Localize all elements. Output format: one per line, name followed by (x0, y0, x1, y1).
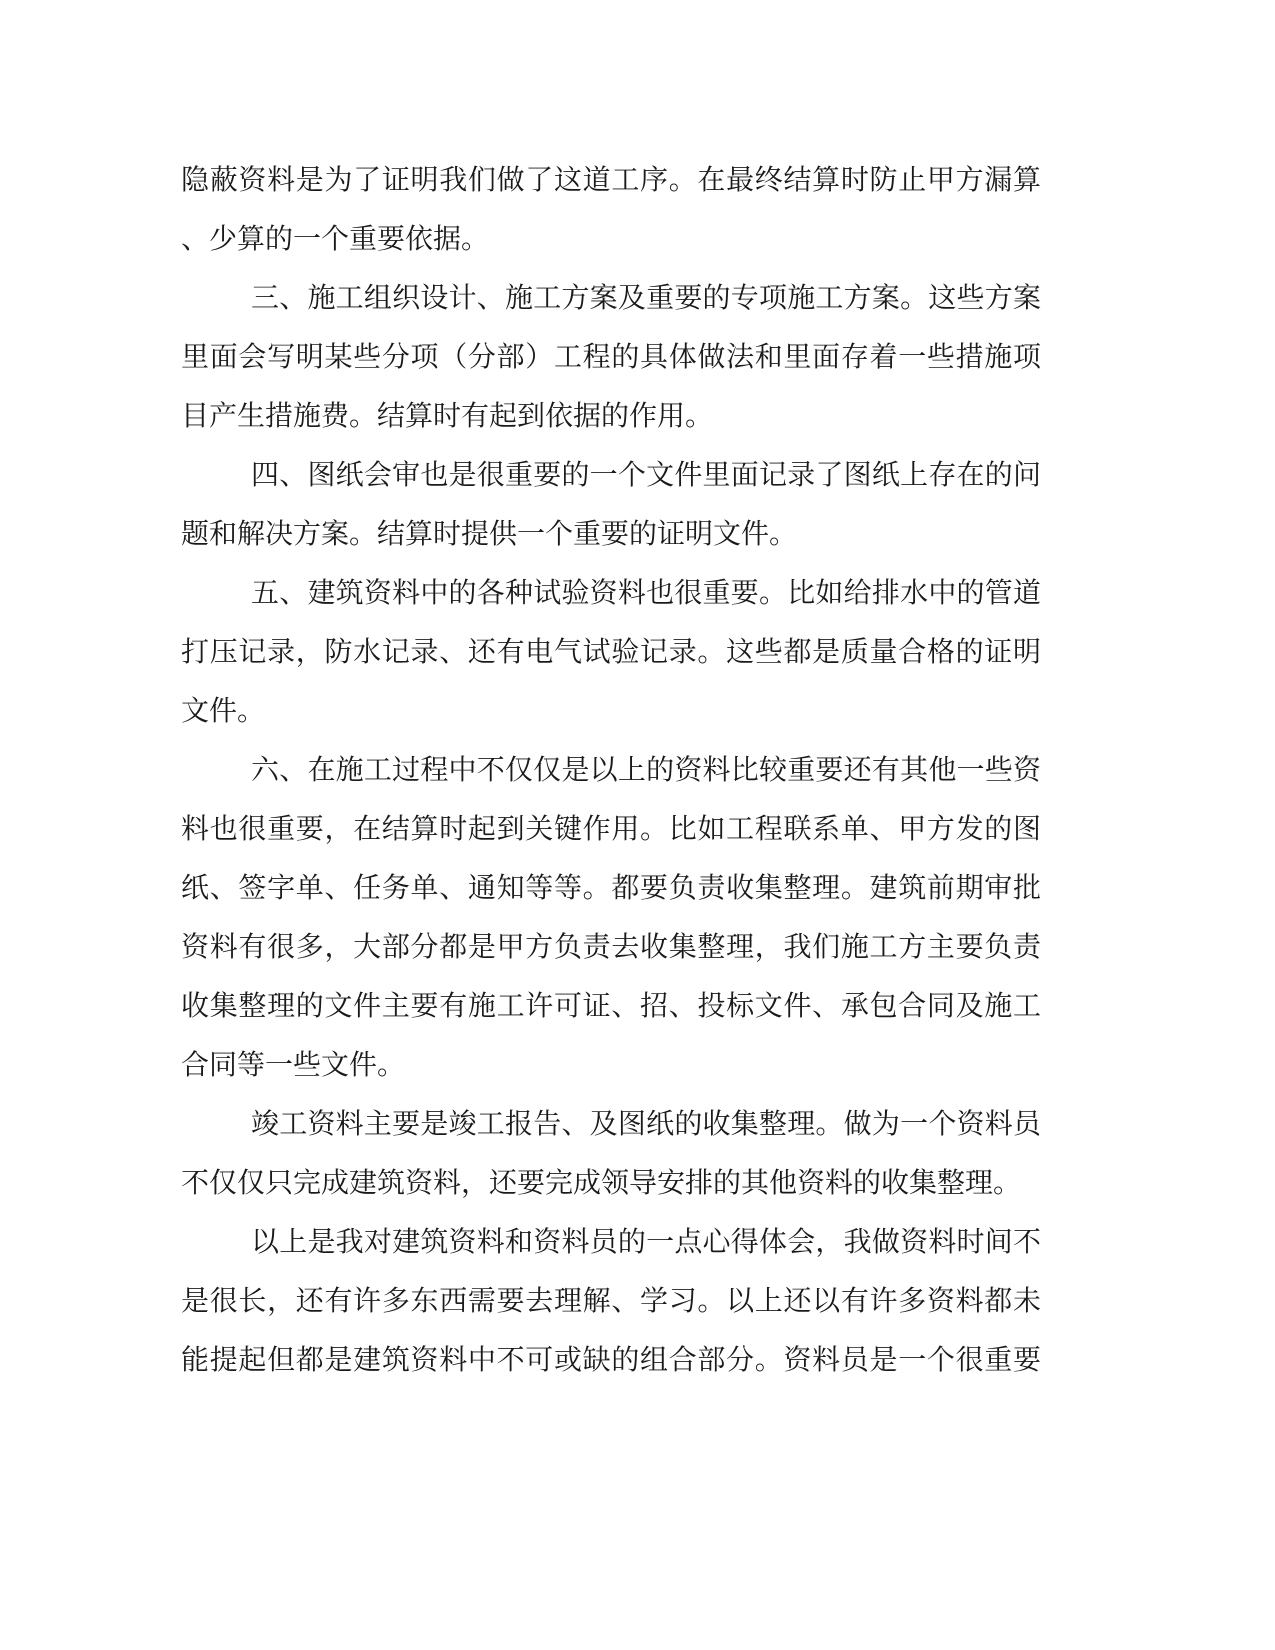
text-line: 纸、签字单、任务单、通知等等。都要负责收集整理。建筑前期审批 (181, 871, 1041, 904)
paragraph-start: 四、图纸会审也是很重要的一个文件里面记录了图纸上存在的问 (251, 458, 1041, 491)
text-line: 资料有很多，大部分都是甲方负责去收集整理，我们施工方主要负责 (181, 930, 1041, 963)
paragraph-start: 三、施工组织设计、施工方案及重要的专项施工方案。这些方案 (251, 281, 1041, 314)
text-line: 隐蔽资料是为了证明我们做了这道工序。在最终结算时防止甲方漏算 (181, 163, 1041, 196)
text-line: 题和解决方案。结算时提供一个重要的证明文件。 (181, 517, 798, 550)
text-line: 是很长，还有许多东西需要去理解、学习。以上还以有许多资料都未 (181, 1284, 1041, 1317)
text-line: 能提起但都是建筑资料中不可或缺的组合部分。资料员是一个很重要 (181, 1343, 1041, 1376)
text-line: 文件。 (181, 694, 266, 727)
text-line: 合同等一些文件。 (181, 1048, 406, 1081)
paragraph-start: 六、在施工过程中不仅仅是以上的资料比较重要还有其他一些资 (251, 753, 1041, 786)
text-line: 收集整理的文件主要有施工许可证、招、投标文件、承包合同及施工 (181, 989, 1041, 1022)
paragraph-start: 五、建筑资料中的各种试验资料也很重要。比如给排水中的管道 (251, 576, 1041, 609)
text-line: 目产生措施费。结算时有起到依据的作用。 (181, 399, 714, 432)
text-line: 里面会写明某些分项（分部）工程的具体做法和里面存着一些措施项 (181, 340, 1041, 373)
paragraph-start: 以上是我对建筑资料和资料员的一点心得体会，我做资料时间不 (251, 1225, 1041, 1258)
text-line: 不仅仅只完成建筑资料，还要完成领导安排的其他资料的收集整理。 (181, 1166, 1022, 1199)
text-line: 、少算的一个重要依据。 (181, 222, 490, 255)
text-line: 打压记录，防水记录、还有电气试验记录。这些都是质量合格的证明 (181, 635, 1041, 668)
paragraph-start: 竣工资料主要是竣工报告、及图纸的收集整理。做为一个资料员 (251, 1107, 1041, 1140)
text-line: 料也很重要，在结算时起到关键作用。比如工程联系单、甲方发的图 (181, 812, 1041, 845)
